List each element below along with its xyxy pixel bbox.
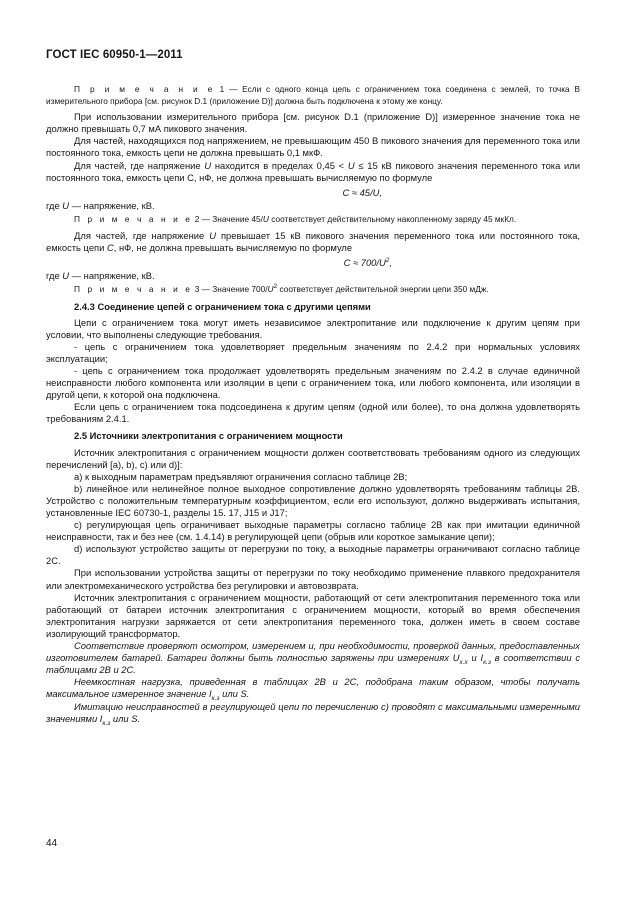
compliance-text: Неемкостная нагрузка, приведенная в таблицах 2B и 2C, подобрана таким образом, чтобы получать максимальное измеренное значение $I_{к.з}$ или S. [46, 676, 580, 703]
note-3: П р и м е ч а н и е 3 — Значение $700/U^2$ соответствует действительной энергии цепи 350 мДж. [74, 283, 489, 294]
paragraph: Если цепь с ограничением тока подсоединена к другим цепям (одной или более), то она должна удовлетворять требованиям 2.4.1. [46, 401, 580, 425]
list-item: - цепь с ограничением тока продолжает удовлетворять предельным значениям по 2.4.2 в случае единичной неисправности любого компонента или изоляции в цепи с ограничением тока, или любого компонента, или изоляции в другой цепи, к которой она подключена. [46, 364, 580, 401]
section-heading-2-4-3: 2.4.3 Соединение цепей с ограничением тока с другими цепями [74, 300, 371, 312]
paragraph: При использовании измерительного прибора [см. рисунок D.1 (приложение D)] измеренное значение тока не должно превышать 0,7 мА пикового значения. [46, 111, 580, 135]
note-label: П р и м е ч а н и е [74, 213, 193, 224]
section-heading-2-5: 2.5 Источники электропитания с ограничением мощности [74, 430, 343, 442]
note-2: П р и м е ч а н и е 2 — Значение 45/U соответствует действительному накопленному заряду 45 мкКл. [74, 213, 517, 224]
compliance-text: Соответствие проверяют осмотром, измерением и, при необходимости, проверкой данных, предоставленных изготовителем батарей. Батареи должны быть полностью заряжены при измерениях $U_{х.х}$ и $I_{к.з}$ в соответствии с таблицами 2B и 2C. [46, 640, 581, 676]
note-label: П р и м е ч а н и е [74, 283, 193, 294]
paragraph: Источник электропитания с ограничением мощности, работающий от сети электропитания переменного тока или работающий от батареи источник электропитания с ограничением мощности, который во время обеспечения электропитания нагрузки заряжается от сети электропитания переменного тока, должен иметь в своем составе изолирующий трансформатор. [46, 591, 580, 639]
where-clause: где U — напряжение, кВ. [46, 199, 155, 211]
list-item-b: b) линейное или нелинейное полное выходное сопротивление должно удовлетворять требованиям таблицы 2B. Устройство с положительным температурным коэффициентом, если его используют, должно выдерживать испытания, установленные IEC 60730-1, разделы 15. 17, J15 и J17; [46, 482, 580, 518]
page-number: 44 [46, 838, 58, 849]
note-1: П р и м е ч а н и е 1 — Если с одного конца цепь с ограничением тока соединена с землей, то точка В измерительного прибора [см. рисунок D.1 (приложение D)] должна быть подключена к этому же концу. [46, 84, 580, 106]
paragraph: Источник электропитания с ограничением мощности должен соответствовать требованиям одного из следующих перечислений [a), b), c) или d)]: [46, 446, 580, 470]
paragraph: Для частей, где напряжение U находится в пределах 0,45 < U ≤ 15 кВ пикового значения переменного тока или постоянного тока, емкость цепи C, нФ, не должна превышать вычисляемую по формуле [46, 159, 580, 183]
formula-2: $C \approx 700/U^2$, [343, 256, 392, 268]
paragraph: Цепи с ограничением тока могут иметь независимое электропитание или подключение к другим цепям при условии, что выполнены следующие требования. [46, 316, 580, 340]
list-item: - цепь с ограничением тока удовлетворяет предельным значениям по 2.4.2 при нормальных условиях эксплуатации; [46, 340, 580, 364]
formula-1: C ≈ 45/U, [342, 186, 382, 198]
list-item-d: d) используют устройство защиты от перегрузки по току, а выходные параметры ограничивают согласно таблице 2C. [46, 543, 580, 567]
paragraph: Для частей, находящихся под напряжением, не превышающим 450 В пикового значения для переменного тока или постоянного тока, емкость цепи не должна превышать 0,1 мкФ. [46, 135, 580, 159]
where-clause: где U — напряжение, кВ. [46, 269, 155, 281]
document-body [46, 84, 580, 725]
list-item-c: c) регулирующая цепь ограничивает выходные параметры согласно таблице 2B как при имитации единичной неисправности, так и без нее (см. 1.4.14) в регулирующей цепи (обрыв или короткое замыкание цепи); [46, 519, 580, 543]
document-header: ГОСТ IEC 60950-1—2011 [46, 49, 183, 61]
paragraph: Для частей, где напряжение U превышает 15 кВ пикового значения переменного тока или постоянного тока, емкость цепи C, нФ, не должна превышать вычисляемую по формуле [46, 229, 581, 253]
list-item-a: a) к выходным параметрам предъявляют ограничения согласно таблице 2B; [74, 470, 408, 482]
note-label: П р и м е ч а н и е [74, 84, 215, 94]
compliance-text: Имитацию неисправностей в регулирующей цепи по перечислению c) проводят с максимальными измеренными значениями $I_{к.з}$ или S. [46, 700, 580, 727]
paragraph: При использовании устройства защиты от перегрузки по току необходимо применение плавкого предохранителя или электромеханического устройства без регулировки и автовозврата. [46, 567, 580, 591]
